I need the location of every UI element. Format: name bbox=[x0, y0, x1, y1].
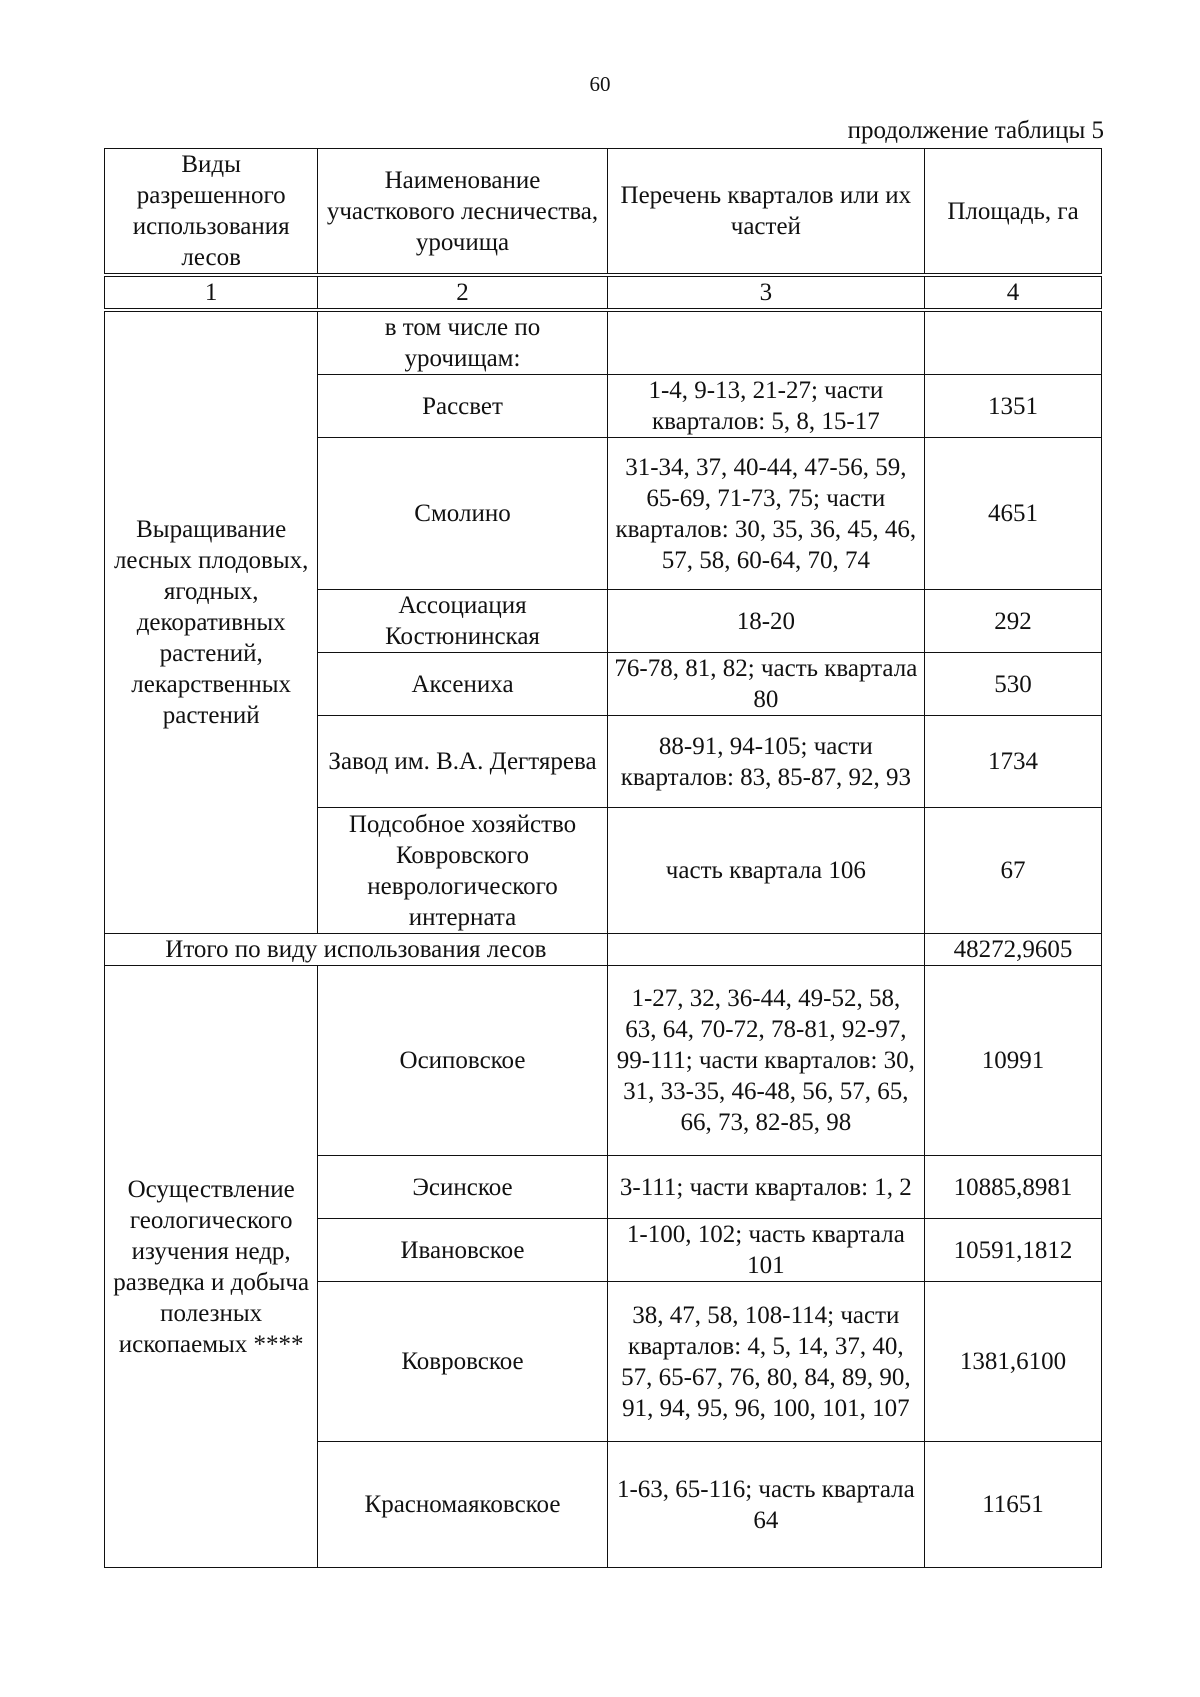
forest-use-table bbox=[104, 148, 1102, 1568]
column-number: 2 bbox=[318, 275, 607, 310]
table-row bbox=[105, 310, 1102, 375]
area-cell: 1734 bbox=[925, 716, 1102, 808]
quarters-cell: часть квартала 106 bbox=[607, 808, 924, 934]
area-cell: 10885,8981 bbox=[925, 1156, 1102, 1219]
column-number-row bbox=[105, 275, 1102, 310]
quarters-cell: 76-78, 81, 82; часть квартала 80 bbox=[607, 653, 924, 716]
area-cell: 10991 bbox=[925, 966, 1102, 1156]
area-cell: 67 bbox=[925, 808, 1102, 934]
quarters-cell: 1-100, 102; часть квартала 101 bbox=[607, 1219, 924, 1282]
quarters-cell: 31-34, 37, 40-44, 47-56, 59, 65-69, 71-73, 75; части кварталов: 30, 35, 36, 45, 46, 57, 58, 60-64, 70, 74 bbox=[607, 438, 924, 590]
table-continuation-note: продолжение таблицы 5 bbox=[847, 117, 1104, 144]
area-cell: 11651 bbox=[925, 1442, 1102, 1568]
tract-name-cell: в том числе по урочищам: bbox=[318, 310, 607, 375]
use-type-cell: Осуществление геологического изучения недр, разведка и добыча полезных ископаемых **** bbox=[105, 966, 318, 1568]
quarters-cell: 18-20 bbox=[607, 590, 924, 653]
area-cell: 1381,6100 bbox=[925, 1282, 1102, 1442]
quarters-cell: 88-91, 94-105; части кварталов: 83, 85-87, 92, 93 bbox=[607, 716, 924, 808]
quarters-cell: 3-111; части кварталов: 1, 2 bbox=[607, 1156, 924, 1219]
area-cell: 292 bbox=[925, 590, 1102, 653]
total-area: 48272,9605 bbox=[925, 934, 1102, 966]
area-cell: 1351 bbox=[925, 375, 1102, 438]
column-number: 4 bbox=[925, 275, 1102, 310]
quarters-cell: 1-27, 32, 36-44, 49-52, 58, 63, 64, 70-72, 78-81, 92-97, 99-111; части кварталов: 30, 31, 33-35, 46-48, 56, 57, 65, 66, 73, 82-85, 98 bbox=[607, 966, 924, 1156]
area-cell: 530 bbox=[925, 653, 1102, 716]
area-cell bbox=[925, 310, 1102, 375]
header-forestry-name: Наименование участкового лесничества, урочища bbox=[318, 149, 607, 276]
quarters-cell: 38, 47, 58, 108-114; части кварталов: 4, 5, 14, 37, 40, 57, 65-67, 76, 80, 84, 89, 90, 91, 94, 95, 96, 100, 101, 107 bbox=[607, 1282, 924, 1442]
header-quarters: Перечень кварталов или их частей bbox=[607, 149, 924, 276]
total-label: Итого по виду использования лесов bbox=[105, 934, 608, 966]
tract-name-cell: Ассоциация Костюнинская bbox=[318, 590, 607, 653]
tract-name-cell: Рассвет bbox=[318, 375, 607, 438]
use-type-cell: Выращивание лесных плодовых, ягодных, декоративных растений, лекарственных растений bbox=[105, 310, 318, 934]
table-header-row bbox=[105, 149, 1102, 276]
quarters-cell: 1-63, 65-116; часть квартала 64 bbox=[607, 1442, 924, 1568]
tract-name-cell: Ивановское bbox=[318, 1219, 607, 1282]
quarters-cell bbox=[607, 310, 924, 375]
page-number: 60 bbox=[589, 72, 611, 96]
area-cell: 4651 bbox=[925, 438, 1102, 590]
column-number: 1 bbox=[105, 275, 318, 310]
tract-name-cell: Эсинское bbox=[318, 1156, 607, 1219]
area-cell: 10591,1812 bbox=[925, 1219, 1102, 1282]
header-area: Площадь, га bbox=[925, 149, 1102, 276]
total-quarters bbox=[607, 934, 924, 966]
tract-name-cell: Ковровское bbox=[318, 1282, 607, 1442]
tract-name-cell: Аксениха bbox=[318, 653, 607, 716]
total-row bbox=[105, 934, 1102, 966]
tract-name-cell: Подсобное хозяйство Ковровского неврологического интерната bbox=[318, 808, 607, 934]
column-number: 3 bbox=[607, 275, 924, 310]
tract-name-cell: Завод им. В.А. Дегтярева bbox=[318, 716, 607, 808]
tract-name-cell: Смолино bbox=[318, 438, 607, 590]
tract-name-cell: Осиповское bbox=[318, 966, 607, 1156]
table-row bbox=[105, 966, 1102, 1156]
quarters-cell: 1-4, 9-13, 21-27; части кварталов: 5, 8, 15-17 bbox=[607, 375, 924, 438]
tract-name-cell: Красномаяковское bbox=[318, 1442, 607, 1568]
header-use-type: Виды разрешенного использования лесов bbox=[105, 149, 318, 276]
